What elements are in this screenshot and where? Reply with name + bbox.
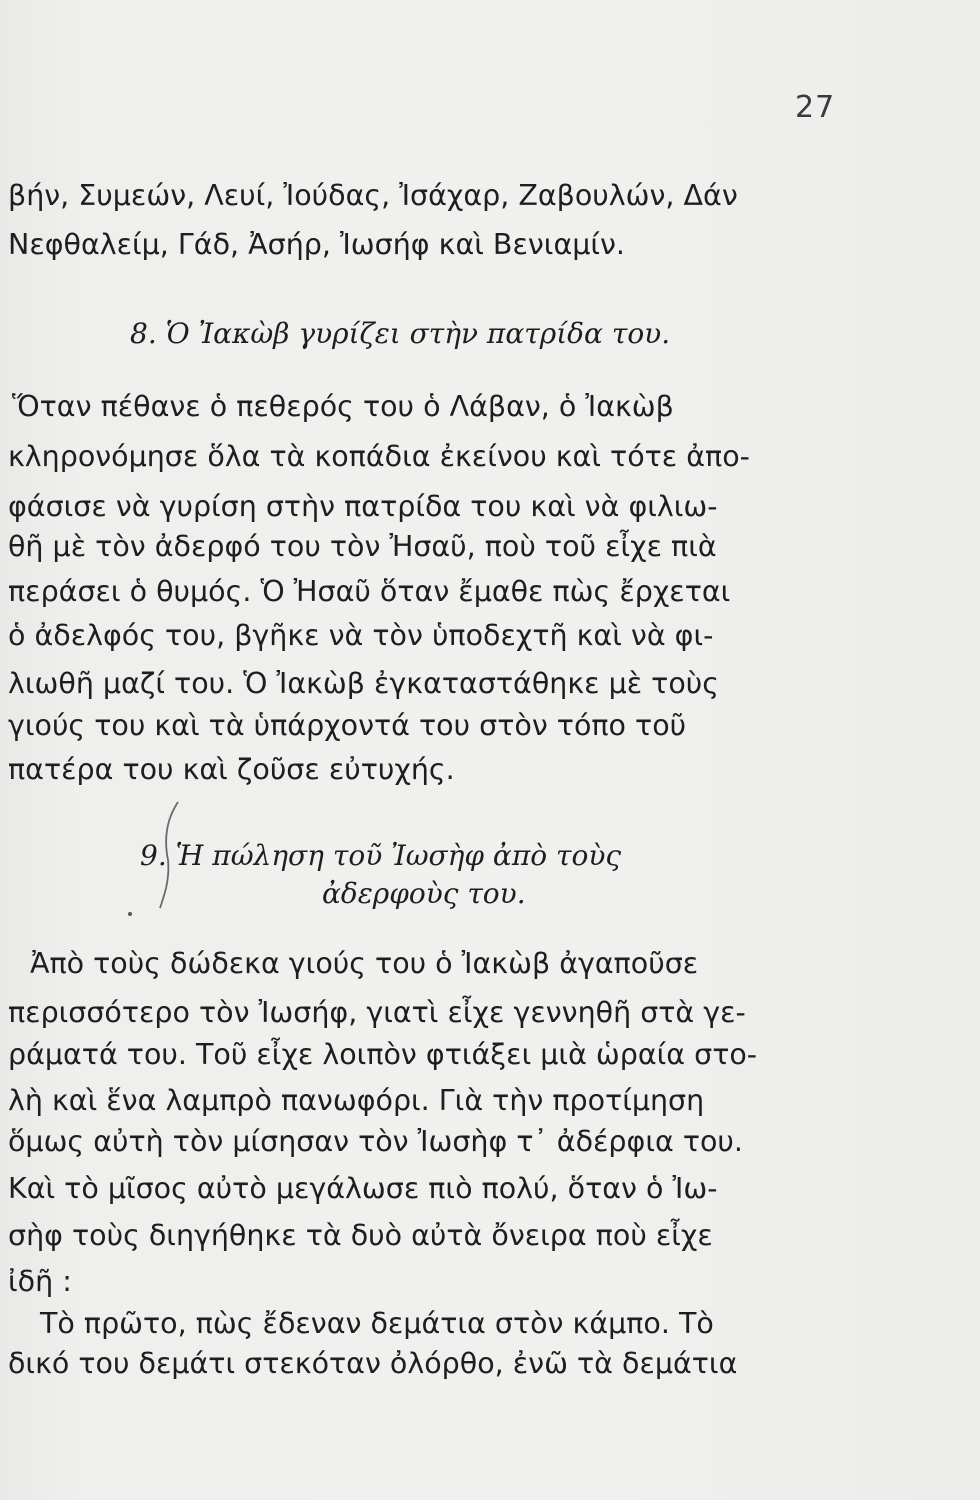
- text-line: περάσει ὁ θυμός. Ὁ Ἠσαῦ ὅταν ἔμαθε πὼς ἔρχεται: [8, 575, 731, 608]
- text-line: πατέρα του καὶ ζοῦσε εὐτυχής.: [8, 753, 455, 786]
- text-line: λὴ καὶ ἕνα λαμπρὸ πανωφόρι. Γιὰ τὴν προτίμηση: [8, 1084, 705, 1117]
- text-line: ἰδῆ :: [8, 1265, 72, 1298]
- text-line: Ὅταν πέθανε ὁ πεθερός του ὁ Λάβαν, ὁ Ἰακὼβ: [12, 390, 674, 423]
- text-line: Καὶ τὸ μῖσος αὐτὸ μεγάλωσε πιὸ πολύ, ὅταν ὁ Ἰω-: [8, 1172, 718, 1205]
- section-heading: 8. Ὁ Ἰακὼβ γυρίζει στὴν πατρίδα του.: [130, 317, 671, 350]
- text-line: γιούς του καὶ τὰ ὑπάρχοντά του στὸν τόπο τοῦ: [8, 709, 687, 742]
- text-line: θῆ μὲ τὸν ἀδερφό του τὸν Ἠσαῦ, ποὺ τοῦ εἶχε πιὰ: [8, 530, 717, 563]
- text-line: σὴφ τοὺς διηγήθηκε τὰ δυὸ αὐτὰ ὄνειρα ποὺ εἶχε: [8, 1219, 713, 1252]
- ink-speck: [128, 912, 132, 916]
- text-line: Ἀπὸ τοὺς δώδεκα γιούς του ὁ Ἰακὼβ ἀγαποῦσε: [30, 947, 699, 980]
- text-line: φάσισε νὰ γυρίση στὴν πατρίδα του καὶ νὰ φιλιω-: [8, 490, 718, 523]
- text-line: δικό του δεμάτι στεκόταν ὀλόρθο, ἐνῶ τὰ δεμάτια: [8, 1347, 738, 1380]
- text-line: ὁ ἀδελφός του, βγῆκε νὰ τὸν ὑποδεχτῆ καὶ νὰ φι-: [8, 619, 714, 652]
- section-heading-continued: ἀδερφοὺς του.: [322, 877, 526, 910]
- text-line: Νεφθαλείμ, Γάδ, Ἀσήρ, Ἰωσήφ καὶ Βενιαμίν.: [8, 228, 625, 261]
- text-line: βήν, Συμεών, Λευί, Ἰούδας, Ἰσάχαρ, Ζαβουλών, Δάν: [8, 179, 738, 212]
- section-heading: 9. Ἡ πώληση τοῦ Ἰωσὴφ ἀπὸ τοὺς: [140, 839, 622, 872]
- text-line: λιωθῆ μαζί του. Ὁ Ἰακὼβ ἐγκαταστάθηκε μὲ τοὺς: [8, 667, 719, 700]
- text-line: Τὸ πρῶτο, πὼς ἔδεναν δεμάτια στὸν κάμπο. Τὸ: [40, 1307, 714, 1340]
- text-line: κληρονόμησε ὅλα τὰ κοπάδια ἐκείνου καὶ τότε ἀπο-: [8, 440, 750, 473]
- page-number: 27: [795, 90, 836, 125]
- text-line: περισσότερο τὸν Ἰωσήφ, γιατὶ εἶχε γεννηθῆ στὰ γε-: [8, 996, 746, 1029]
- text-line: ὅμως αὐτὴ τὸν μίσησαν τὸν Ἰωσὴφ τ᾿ ἀδέρφια του.: [8, 1125, 743, 1158]
- text-line: ράματά του. Τοῦ εἶχε λοιπὸν φτιάξει μιὰ ὡραία στο-: [8, 1038, 758, 1071]
